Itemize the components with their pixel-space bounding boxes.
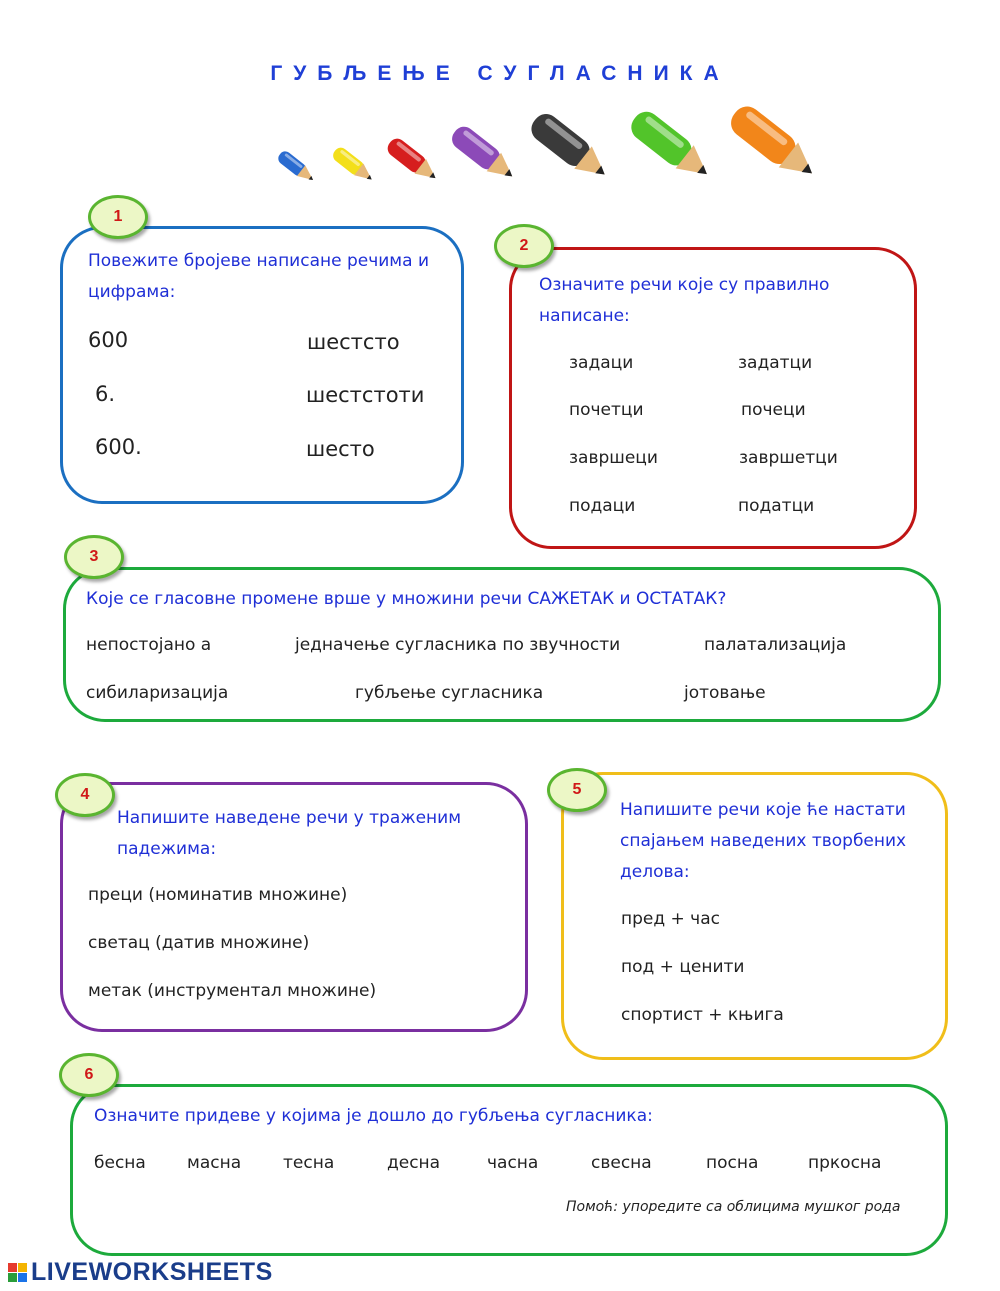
word-option[interactable]: задатци [738, 353, 813, 373]
section-5-instruction: Напишите речи које ће настати спајањем наведених творбених делова: [620, 800, 907, 882]
adjective-option[interactable]: бесна [94, 1153, 146, 1173]
adjective-option[interactable]: часна [487, 1153, 539, 1173]
logo-text: LIVEWORKSHEETS [31, 1258, 273, 1286]
word-option[interactable]: завршетци [739, 448, 838, 468]
case-item[interactable]: светац (датив множине) [88, 933, 310, 953]
pencil-icon [725, 101, 821, 186]
adjective-option[interactable]: десна [387, 1153, 441, 1173]
word-part-item[interactable]: спортист + књига [621, 1005, 784, 1025]
section-3-number: 3 [64, 535, 124, 579]
sound-change-option[interactable]: губљење сугласника [355, 683, 544, 703]
word-item[interactable]: шестсто [307, 330, 400, 354]
word-part-item[interactable]: под + ценити [621, 957, 745, 977]
section-1-instruction: Повежите бројеве написане речима и цифрама: [88, 251, 430, 302]
section-4-number: 4 [55, 773, 115, 817]
pencil-icon [448, 122, 520, 185]
sound-change-option[interactable]: јотовање [684, 683, 766, 703]
liveworksheets-logo [8, 1258, 273, 1287]
sound-change-option[interactable]: непостојано а [86, 635, 212, 655]
case-item[interactable]: метак (инструментал множине) [88, 981, 377, 1001]
adjective-option[interactable]: пркосна [808, 1153, 882, 1173]
sound-change-option[interactable]: једначење сугласника по звучности [295, 635, 621, 655]
word-option[interactable]: почеци [741, 400, 806, 420]
word-item[interactable]: шесто [306, 437, 375, 461]
pencil-icon [526, 109, 613, 186]
adjective-option[interactable]: тесна [283, 1153, 335, 1173]
hint-text: Помоћ: упоредите са облицима мушког рода [566, 1199, 901, 1215]
pencil-icon [330, 145, 376, 185]
number-item[interactable]: 600 [88, 328, 129, 352]
section-4-instruction-line1: Напишите наведене речи у траженим [117, 808, 462, 828]
section-6-instruction: Означите придеве у којима је дошло до губљења сугласника: [94, 1106, 653, 1126]
adjective-option[interactable]: посна [706, 1153, 759, 1173]
word-option[interactable]: завршеци [569, 448, 658, 468]
adjective-option[interactable]: масна [187, 1153, 242, 1173]
word-item[interactable]: шестстоти [306, 383, 425, 407]
logo-mark-icon [8, 1263, 27, 1282]
pencil-icon [276, 149, 317, 185]
sound-change-option[interactable]: сибиларизација [86, 683, 229, 703]
word-option[interactable]: задаци [569, 353, 634, 373]
case-item[interactable]: преци (номинатив множине) [88, 885, 348, 905]
number-item[interactable]: 6. [95, 382, 116, 406]
word-option[interactable]: податци [738, 496, 815, 516]
section-6-number: 6 [59, 1053, 119, 1097]
section-3-instruction: Које се гласовне промене врше у множини речи САЖЕТАК и ОСТАТАК? [86, 589, 727, 609]
word-option[interactable]: подаци [569, 496, 636, 516]
section-1-number: 1 [88, 195, 148, 239]
pencil-icon [384, 135, 441, 185]
page-title: ГУБЉЕЊЕ СУГЛАСНИКА [270, 62, 730, 85]
pencil-icon [626, 106, 716, 185]
section-2-number: 2 [494, 224, 554, 268]
word-option[interactable]: почетци [569, 400, 644, 420]
adjective-option[interactable]: свесна [591, 1153, 652, 1173]
section-4-instruction-line2: падежима: [117, 839, 217, 859]
sound-change-option[interactable]: палатализација [704, 635, 847, 655]
word-part-item[interactable]: пред + час [621, 909, 720, 929]
number-item[interactable]: 600. [95, 435, 142, 459]
section-5-number: 5 [547, 768, 607, 812]
pencils-illustration [270, 85, 850, 195]
section-2-instruction: Означите речи које су правилно написане: [539, 275, 830, 326]
